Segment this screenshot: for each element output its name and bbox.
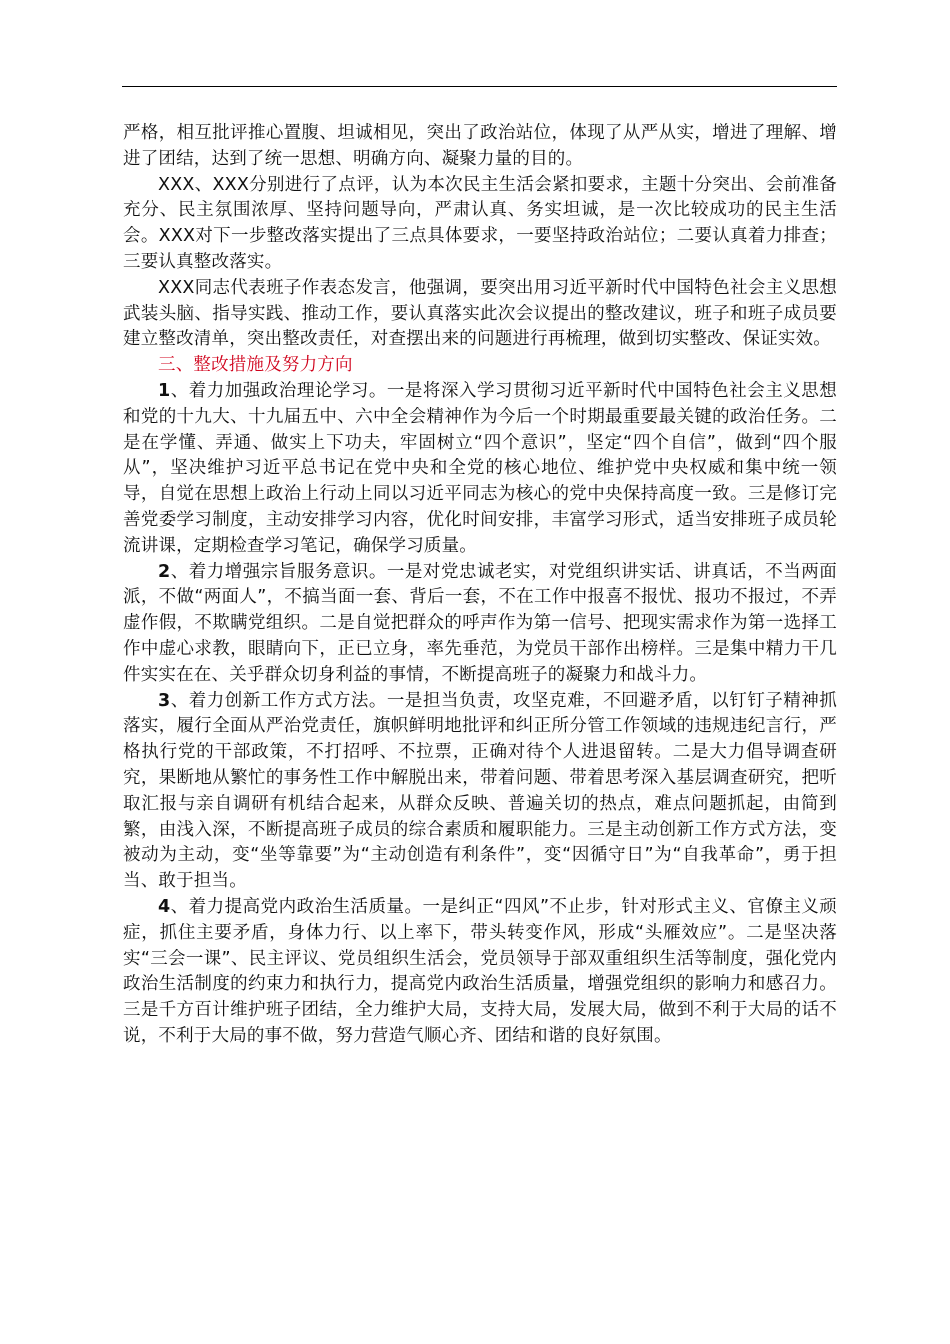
paragraph-statement: XXX同志代表班子作表态发言，他强调，要突出用习近平新时代中国特色社会主义思想武装头脑、指导实践、推动工作，要认真落实此次会议提出的整改建议，班子和班子成员要建立整改清单，突出整改责任，对查摆出来的问题进行再梳理，做到切实整改、保证实效。 [123, 277, 837, 350]
section-heading: 三、整改措施及努力方向 [158, 355, 353, 376]
item-text: 、着力提高党内政治生活质量。一是纠正“四风”不止步，针对形式主义、官僚主义顽症，抓住主要矛盾，身体力行、以上率下，带头转变作风，形成“头雁效应”。二是坚决落实“三会一课”、民主评议、党员组织生活会，党员领导于部双重组织生活等制度，强化党内政治生活制度的约束力和执行力，提高党内政治生活质量，增强党组织的影响力和感召力。三是千方百计维护班子团结，全力维护大局，支持大局，发展大局，做到不利于大局的话不说，不利于大局的事不做，努力营造气顺心齐、团结和谐的良好氛围。 [123, 896, 837, 1046]
item-number: 2 [158, 561, 171, 582]
document-body [123, 121, 837, 1050]
measure-item-2 [123, 560, 837, 689]
item-number: 1 [158, 380, 171, 401]
item-text: 、着力加强政治理论学习。一是将深入学习贯彻习近平新时代中国特色社会主义思想和党的十九大、十九届五中、六中全会精神作为今后一个时期最重要最关键的政治任务。二是在学懂、弄通、做实上下功夫，牢固树立“四个意识”，坚定“四个自信”，做到“四个服从”，坚决维护习近平总书记在党中央和全党的核心地位、维护党中央权威和集中统一领导，自觉在思想上政治上行动上同以习近平同志为核心的党中央保持高度一致。三是修订完善党委学习制度，主动安排学习内容，优化时间安排，丰富学习形式，适当安排班子成员轮流讲课，定期检查学习笔记，确保学习质量。 [123, 380, 837, 556]
item-number: 3 [158, 690, 171, 711]
item-number: 4 [158, 896, 171, 917]
measure-item-3 [123, 689, 837, 895]
paragraph-review: XXX、XXX分别进行了点评，认为本次民主生活会紧扣要求，主题十分突出、会前准备充分、民主氛围浓厚、坚持问题导向，严肃认真、务实坦诚，是一次比较成功的民主生活会。XXX对下一步整改落实提出了三点具体要求，一要坚持政治站位；二要认真着力排查；三要认真整改落实。 [123, 174, 837, 272]
measure-item-1 [123, 379, 837, 560]
header-rule [122, 86, 837, 87]
paragraph-continuation: 严格，相互批评推心置腹、坦诚相见，突出了政治站位，体现了从严从实，增进了理解、增进了团结，达到了统一思想、明确方向、凝聚力量的目的。 [123, 123, 837, 169]
item-text: 、着力增强宗旨服务意识。一是对党忠诚老实，对党组织讲实话、讲真话，不当两面派，不做“两面人”，不搞当面一套、背后一套，不在工作中报喜不报忧、报功不报过，不弄虚作假，不欺瞒党组织。二是自觉把群众的呼声作为第一信号、把现实需求作为第一选择工作中虚心求教，眼睛向下，正已立身，率先垂范，为党员干部作出榜样。三是集中精力干几件实实在在、关乎群众切身利益的事情，不断提高班子的凝聚力和战斗力。 [123, 561, 837, 685]
item-text: 、着力创新工作方式方法。一是担当负责，攻坚克难，不回避矛盾，以钉钉子精神抓落实，履行全面从严治党责任，旗帜鲜明地批评和纠正所分管工作领域的违规违纪言行，严格执行党的干部政策，不打招呼、不拉票，正确对待个人进退留转。二是大力倡导调查研究，果断地从繁忙的事务性工作中解脱出来，带着问题、带着思考深入基层调查研究，把听取汇报与亲自调研有机结合起来，从群众反映、普遍关切的热点，难点问题抓起，由简到繁，由浅入深，不断提高班子成员的综合素质和履职能力。三是主动创新工作方式方法，变被动为主动，变“坐等靠要”为“主动创造有利条件”，变“因循守日”为“自我革命”，勇于担当、敢于担当。 [123, 690, 837, 892]
measure-item-4 [123, 895, 837, 1050]
